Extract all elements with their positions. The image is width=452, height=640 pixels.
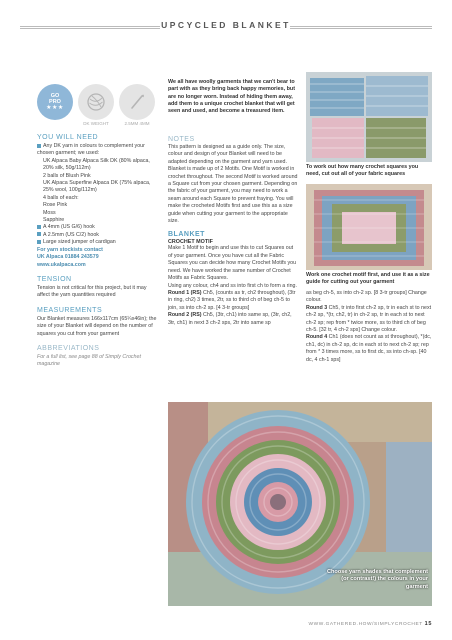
yarn-line: 2 balls of Blush Pink bbox=[43, 172, 91, 179]
round-label: Round 1 (RS) bbox=[168, 289, 202, 296]
right-column bbox=[306, 290, 432, 364]
crochet-motif-subheading: CROCHET MOTIF bbox=[168, 239, 213, 246]
round-3 bbox=[306, 305, 432, 335]
list-item-text: Any DK yarn in colours to complement your chosen garment; we used: bbox=[37, 143, 145, 157]
bullet-icon bbox=[37, 225, 41, 229]
yarn-line: Rose Pink bbox=[43, 202, 68, 209]
round-text: Ch1 (does not count as st throughout), *(dc, ch1, dc) in ch-2 sp, dc in each st to next ch-2 sp; rep from * 3 times more, ss to first dc, ss into ch-sp. [40 dc, 4 ch-1 sps] bbox=[306, 334, 432, 363]
notes-text: This pattern is designed as a guide only. The size, colour and design of your Blanket will need to be adapted depending on the garment and yarn used. Blanket is made up of 2 Motifs. One Motif is worked in crochet throughout. The second Motif is worked around a Square cut from your chosen garment. Depending on the fabric of your garment, you may need to work a seam around each Square to prevent fraying. You will make the crocheted Motifs first and use this as a size guide when cutting your garment to the appropriate size. bbox=[168, 144, 298, 225]
blanket-heading: BLANKET bbox=[168, 231, 205, 239]
photo-caption: Work one crochet motif first, and use it as a size guide for cutting out your garment bbox=[306, 272, 430, 285]
yarn-line: UK Alpaca Baby Alpaca Silk DK (80% alpaca, 20% silk, 50g/112m) bbox=[43, 157, 150, 172]
round-label: Round 2 (RS) bbox=[168, 312, 202, 319]
photo-caption-overlay: Choose yarn shades that complement (or contrast!) the colours in your garment bbox=[326, 569, 428, 590]
yarn-line: Moss bbox=[43, 209, 56, 216]
round-label: Round 4 bbox=[306, 334, 328, 341]
footer-url[interactable]: WWW.GATHERED.HOW/SIMPLYCROCHET bbox=[308, 622, 423, 627]
list-item bbox=[37, 239, 159, 246]
round-1 bbox=[168, 290, 298, 312]
round-text: Ch5, tr into first ch-2 sp, tr in each st to next ch-2 sp, *(tr, ch2, tr) in ch-2 sp, tr in each st to next ch-2 sp; rep from * twice more, ss to third ch of beg ch-5. [32 tr, 4 ch-2 sps] Change colour. bbox=[306, 304, 432, 334]
list-item bbox=[37, 224, 159, 231]
measurements-text: Our Blanket measures 166x117cm (65¼x46in); the size of your Blanket will depend on the number of squares you cut from your garment bbox=[37, 315, 157, 337]
bullet-icon bbox=[37, 144, 41, 148]
round-label: Round 3 bbox=[306, 304, 328, 311]
crochet-motif-photo bbox=[306, 184, 432, 270]
blanket-paragraph: Make 1 Motif to begin and use this to cut Squares out of your garment. Once you have cut all the Fabric Squares you can decide how many Crochet Motifs you need. We have worked the same number of Crochet Motifs as Fabric Squares. bbox=[168, 245, 297, 282]
page-title: UPCYCLED BLANKET bbox=[161, 20, 291, 30]
yarn-weight-badge bbox=[78, 84, 114, 120]
fabric-squares-photo bbox=[306, 72, 432, 162]
stockist-line: UK Alpaca 01884 243579 bbox=[37, 254, 99, 261]
yarn-line: UK Alpaca Superfine Alpaca DK (75% alpaca, 25% wool, 100g/112m) bbox=[43, 180, 151, 194]
list-item bbox=[37, 232, 159, 239]
abbreviations-heading: ABBREVIATIONS bbox=[37, 344, 100, 352]
round-2 bbox=[168, 312, 298, 327]
middle-column bbox=[168, 136, 298, 327]
tension-heading: TENSION bbox=[37, 275, 72, 283]
badge-text: GO bbox=[50, 92, 60, 99]
materials-list bbox=[37, 143, 159, 269]
skill-level-badge bbox=[37, 84, 73, 120]
notes-heading: NOTES bbox=[168, 136, 195, 143]
yarn-line: 4 balls of each: bbox=[43, 194, 79, 201]
badge-text: PRO bbox=[49, 98, 61, 105]
list-item bbox=[37, 143, 159, 158]
yarn-ball-icon bbox=[86, 92, 106, 112]
abbreviations-text: For a full list, see page 88 of Simply Crochet magazine bbox=[37, 353, 141, 368]
yarn-line: Sapphire bbox=[43, 217, 65, 224]
round-text: Ch5, (counts as tr, ch2 throughout), (3tr in ring, ch2) 3 times, 2tr, ss to third ch of beg ch-5 to join, ss into ch-2 sp. [4 3-tr groups] bbox=[168, 289, 296, 311]
measurements-heading: MEASUREMENTS bbox=[37, 306, 103, 314]
bullet-icon bbox=[37, 240, 41, 244]
round-4 bbox=[306, 334, 432, 364]
hook-size-badge bbox=[119, 84, 155, 120]
you-will-need-heading: YOU WILL NEED bbox=[37, 134, 99, 141]
tension-text: Tension is not critical for this project, but it may affect the yarn quantities required bbox=[37, 284, 147, 299]
crochet-hook-icon bbox=[127, 92, 147, 112]
round-text: Ch5, (3tr, ch1) into same sp, (3tr, ch2, 3tr, ch1) in next 3 ch-2 sps, 2tr into same sp bbox=[168, 312, 292, 326]
blanket-paragraph: Using any colour, ch4 and ss into first ch to form a ring. bbox=[168, 282, 297, 289]
page-number: 15 bbox=[424, 621, 432, 627]
star-icon: ★★★ bbox=[46, 104, 64, 111]
stockist-link[interactable]: www.ukalpaca.com bbox=[37, 261, 86, 268]
bullet-icon bbox=[37, 232, 41, 236]
photo-caption: To work out how many crochet squares you need, cut out all of your fabric squares bbox=[306, 164, 419, 177]
stockist-line: For yarn stockists contact bbox=[37, 246, 103, 253]
footer bbox=[250, 621, 432, 627]
hook-size-label: 2.5MM 4MM bbox=[124, 121, 150, 126]
list-item-text: A 4mm (US G/6) hook bbox=[43, 224, 95, 231]
list-item-text: A 2.5mm (US C/2) hook bbox=[43, 231, 99, 238]
yarn-details bbox=[37, 158, 159, 225]
intro-text: We all have woolly garments that we can't bear to part with as they bring back happy memories, but are no longer worn. Instead of hiding them away, add them to a unique crochet blanket that will get seen and used, and become a treasured item. bbox=[168, 79, 296, 115]
left-column bbox=[37, 134, 159, 369]
list-item-text: Large sized jumper of cardigan bbox=[43, 239, 116, 246]
yarn-weight-label: DK WEIGHT bbox=[83, 121, 109, 126]
pattern-text: as beg ch-5, ss into ch-2 sp. [8 3-tr groups] Change colour. bbox=[306, 290, 427, 304]
